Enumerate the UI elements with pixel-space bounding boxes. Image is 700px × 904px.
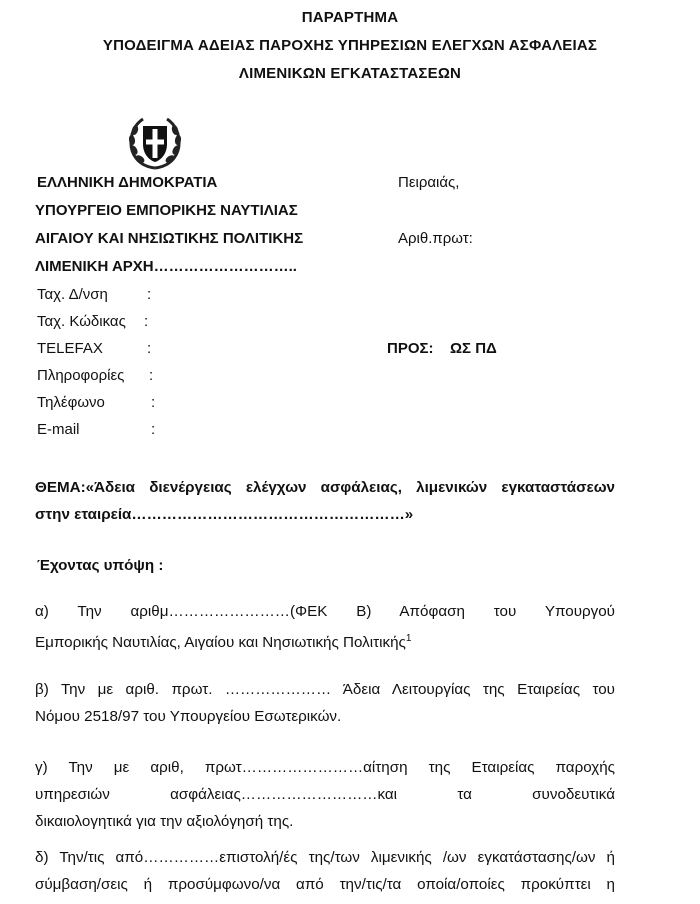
coat-of-arms-icon: [126, 114, 184, 172]
field-label-info: Πληροφορίες: [37, 367, 125, 384]
item-d-line-1: δ) Την/τις από……………επιστολή/ές της/των λιμενικής /ων εγκατάστασης/ων ή: [35, 849, 615, 866]
field-sep-postcode: :: [144, 313, 149, 330]
item-d-line-2: σύμβαση/σεις ή προσύμφωνο/να από την/τις/τα οποία/οποίες προκύπτει η: [35, 876, 615, 893]
recipient-label: ΠΡΟΣ:: [387, 340, 434, 357]
document-title: ΠΑΡΑΡΤΗΜΑ: [301, 9, 399, 26]
item-a-line-2: Εμπορικής Ναυτιλίας, Αιγαίου και Νησιωτικής Πολιτικής$^1$: [35, 633, 412, 652]
item-a-line-1: α) Την αριθμ……………………(ΦΕΚ Β) Απόφαση του Υπουργού: [35, 603, 615, 620]
item-c-line-2: υπηρεσιών ασφάλειας………………………και τα συνοδευτικά: [35, 786, 615, 803]
field-sep-info: :: [149, 367, 154, 384]
field-label-email: E-mail: [37, 421, 80, 438]
considering-heading: Έχοντας υπόψη :: [37, 557, 164, 574]
document-subtitle-2: ΛΙΜΕΝΙΚΩΝ ΕΓΚΑΤΑΣΤΑΣΕΩΝ: [238, 65, 462, 82]
field-sep-phone: :: [151, 394, 156, 411]
field-sep-email: :: [151, 421, 156, 438]
item-b-line-1: β) Την με αριθ. πρωτ. ………………… Άδεια Λειτουργίας της Εταιρείας του: [35, 681, 615, 698]
field-sep-address: :: [147, 286, 152, 303]
ministry-line-2: ΑΙΓΑΙΟΥ ΚΑΙ ΝΗΣΙΩΤΙΚΗΣ ΠΟΛΙΤΙΚΗΣ: [35, 230, 304, 247]
item-c-line-1: γ) Την με αριθ, πρωτ……………………αίτηση της Εταιρείας παροχής: [35, 759, 615, 776]
port-authority-line: ΛΙΜΕΝΙΚΗ ΑΡΧΗ………………………..: [35, 258, 297, 275]
footnote-marker[interactable]: 1: [405, 633, 412, 644]
ministry-line-1: ΥΠΟΥΡΓΕΙΟ ΕΜΠΟΡΙΚΗΣ ΝΑΥΤΙΛΙΑΣ: [35, 202, 298, 219]
republic-label: ΕΛΛΗΝΙΚΗ ΔΗΜΟΚΡΑΤΙΑ: [37, 174, 218, 191]
field-label-telefax: TELEFAX: [37, 340, 103, 357]
item-b-line-2: Νόμου 2518/97 του Υπουργείου Εσωτερικών.: [35, 708, 342, 725]
field-label-phone: Τηλέφωνο: [37, 394, 105, 411]
recipient-value: ΩΣ ΠΔ: [450, 340, 497, 357]
field-label-postcode: Ταχ. Κώδικας: [37, 313, 126, 330]
place-label: Πειραιάς,: [398, 174, 460, 191]
field-sep-telefax: :: [147, 340, 152, 357]
subject-line-1: ΘΕΜΑ:«Άδεια διενέργειας ελέγχων ασφάλειας, λιμενικών εγκαταστάσεων: [35, 479, 615, 496]
item-c-line-3: δικαιολογητικά για την αξιολόγησή της.: [35, 813, 294, 830]
field-label-address: Ταχ. Δ/νση: [37, 286, 108, 303]
document-subtitle: ΥΠΟΔΕΙΓΜΑ ΑΔΕΙΑΣ ΠΑΡΟΧΗΣ ΥΠΗΡΕΣΙΩΝ ΕΛΕΓΧΩΝ ΑΣΦΑΛΕΙΑΣ: [102, 37, 598, 54]
subject-line-2: στην εταιρεία………………………………………………»: [35, 506, 414, 523]
protocol-number-label: Αριθ.πρωτ:: [398, 230, 473, 247]
